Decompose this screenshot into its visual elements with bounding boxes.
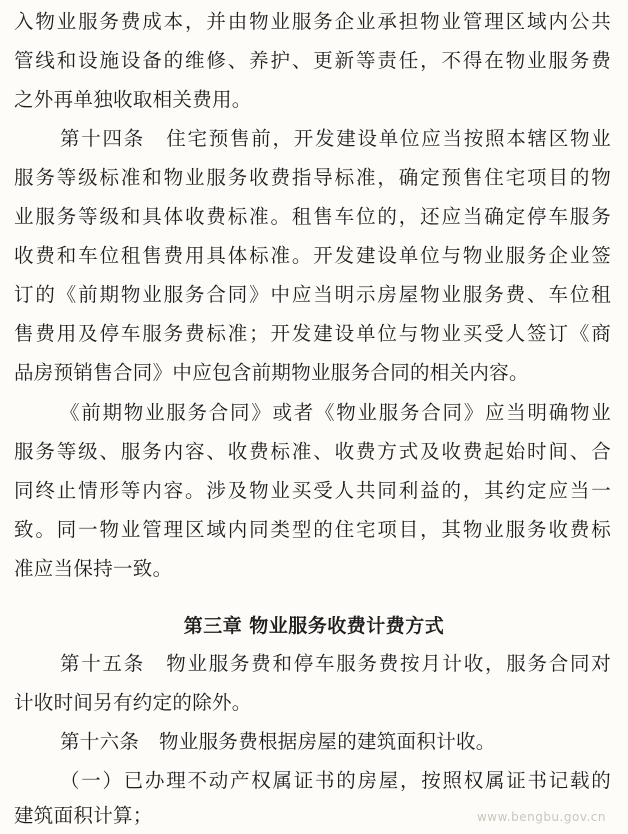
- text-line: 业服务等级和具体收费标准。租售车位的，还应当确定停车服务: [14, 205, 611, 228]
- text-line: 订的《前期物业服务合同》中应当明示房屋物业服务费、车位租: [14, 283, 611, 306]
- text-line: 建筑面积计算；: [14, 804, 153, 827]
- text-line: 售费用及停车服务费标准；开发建设单位与物业买受人签订《商: [14, 322, 611, 345]
- text-line: 致。同一物业管理区域内同类型的住宅项目，其物业服务收费标: [14, 518, 611, 541]
- text-line: 《前期物业服务合同》或者《物业服务合同》应当明确物业: [60, 401, 611, 424]
- text-line: 收费和车位租售费用具体标准。开发建设单位与物业服务企业签: [14, 244, 611, 267]
- text-line: 准应当保持一致。: [14, 557, 173, 580]
- text-line: （一）已办理不动产权属证书的房屋，按照权属证书记载的: [60, 769, 611, 792]
- text-line: 计收时间另有约定的除外。: [14, 691, 252, 714]
- text-line: 服务等级、服务内容、收费标准、收费方式及收费起始时间、合: [14, 440, 611, 463]
- text-line: 第十六条 物业服务费根据房屋的建筑面积计收。: [60, 730, 496, 753]
- chapter-heading: 第三章 物业服务收费计费方式: [183, 615, 445, 637]
- text-line: 品房预销售合同》中应包含前期物业服务合同的相关内容。: [14, 361, 529, 384]
- text-line: 同终止情形等内容。涉及物业买受人共同利益的，其约定应当一: [14, 479, 611, 502]
- text-line: 第十四条 住宅预售前，开发建设单位应当按照本辖区物业: [60, 127, 611, 150]
- text-line: 入物业服务费成本，并由物业服务企业承担物业管理区域内公共: [14, 10, 611, 33]
- site-watermark: www.bengbu.gov.cn: [476, 810, 606, 824]
- text-line: 第十五条 物业服务费和停车服务费按月计收，服务合同对: [60, 652, 611, 675]
- text-line: 管线和设施设备的维修、养护、更新等责任，不得在物业服务费: [14, 49, 611, 72]
- text-line: 服务等级标准和物业服务收费指导标准，确定预售住宅项目的物: [14, 166, 611, 189]
- text-line: 之外再单独收取相关费用。: [14, 88, 252, 111]
